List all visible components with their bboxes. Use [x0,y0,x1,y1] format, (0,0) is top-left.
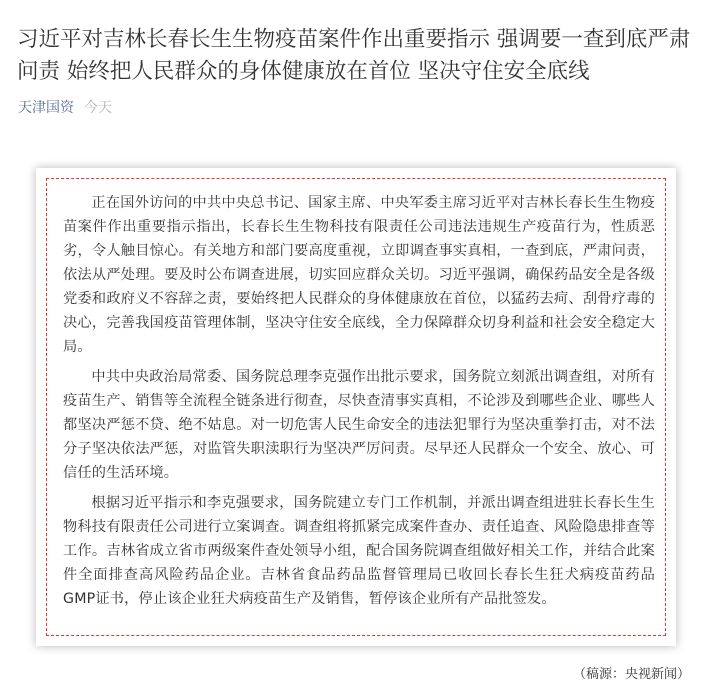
article-meta [18,98,112,118]
article-title: 习近平对吉林长春长生生物疫苗案件作出重要指示 强调要一查到底严肃问责 始终把人民群众的身体健康放在首位 坚决守住安全底线 [17,27,691,84]
paragraph-3: 根据习近平指示和李克强要求，国务院建立专门工作机制，并派出调查组进驻长春长生生物科技有限责任公司进行立案调查。调查组将抓紧完成案件查办、责任追查、风险隐患排查等工作。吉林省成立省市两级案件查处领导小组，配合国务院调查组做好相关工作，并结合此案件全面排查高风险药品企业。吉林省食品药品监督管理局已收回长春长生狂犬病疫苗药品GMP证书，停止该企业狂犬病疫苗生产及销售，暂停该企业所有产品批签发。 [63,495,655,607]
account-name-link[interactable]: 天津国资 [18,100,74,116]
dashed-border-frame [46,178,666,636]
paragraph-1: 正在国外访问的中共中央总书记、国家主席、中央军委主席习近平对吉林长春长生生物疫苗案件作出重要指示指出，长春长生生物科技有限责任公司违法违规生产疫苗行为，性质恶劣，令人触目惊心。有关地方和部门要高度重视，立即调查事实真相，一查到底，严肃问责，依法从严处理。要及时公布调查进展，切实回应群众关切。习近平强调，确保药品安全是各级党委和政府义不容辞之责，要始终把人民群众的身体健康放在首位，以猛药去疴、刮骨疗毒的决心，完善我国疫苗管理体制，坚决守住安全底线，全力保障群众切身利益和社会安全稳定大局。 [63,195,655,355]
source-credit: （稿源：央视新闻） [572,667,690,682]
paragraph-2: 中共中央政治局常委、国务院总理李克强作出批示要求，国务院立刻派出调查组，对所有疫苗生产、销售等全流程全链条进行彻查，尽快查清事实真相，不论涉及到哪些企业、哪些人都坚决严惩不贷、绝不姑息。对一切危害人民生命安全的违法犯罪行为坚决重拳打击，对不法分子坚决依法严惩，对监管失职渎职行为坚决严厉问责。尽早还人民群众一个安全、放心、可信任的生活环境。 [63,369,655,481]
publish-date: 今天 [84,100,112,116]
content-card [36,168,676,646]
